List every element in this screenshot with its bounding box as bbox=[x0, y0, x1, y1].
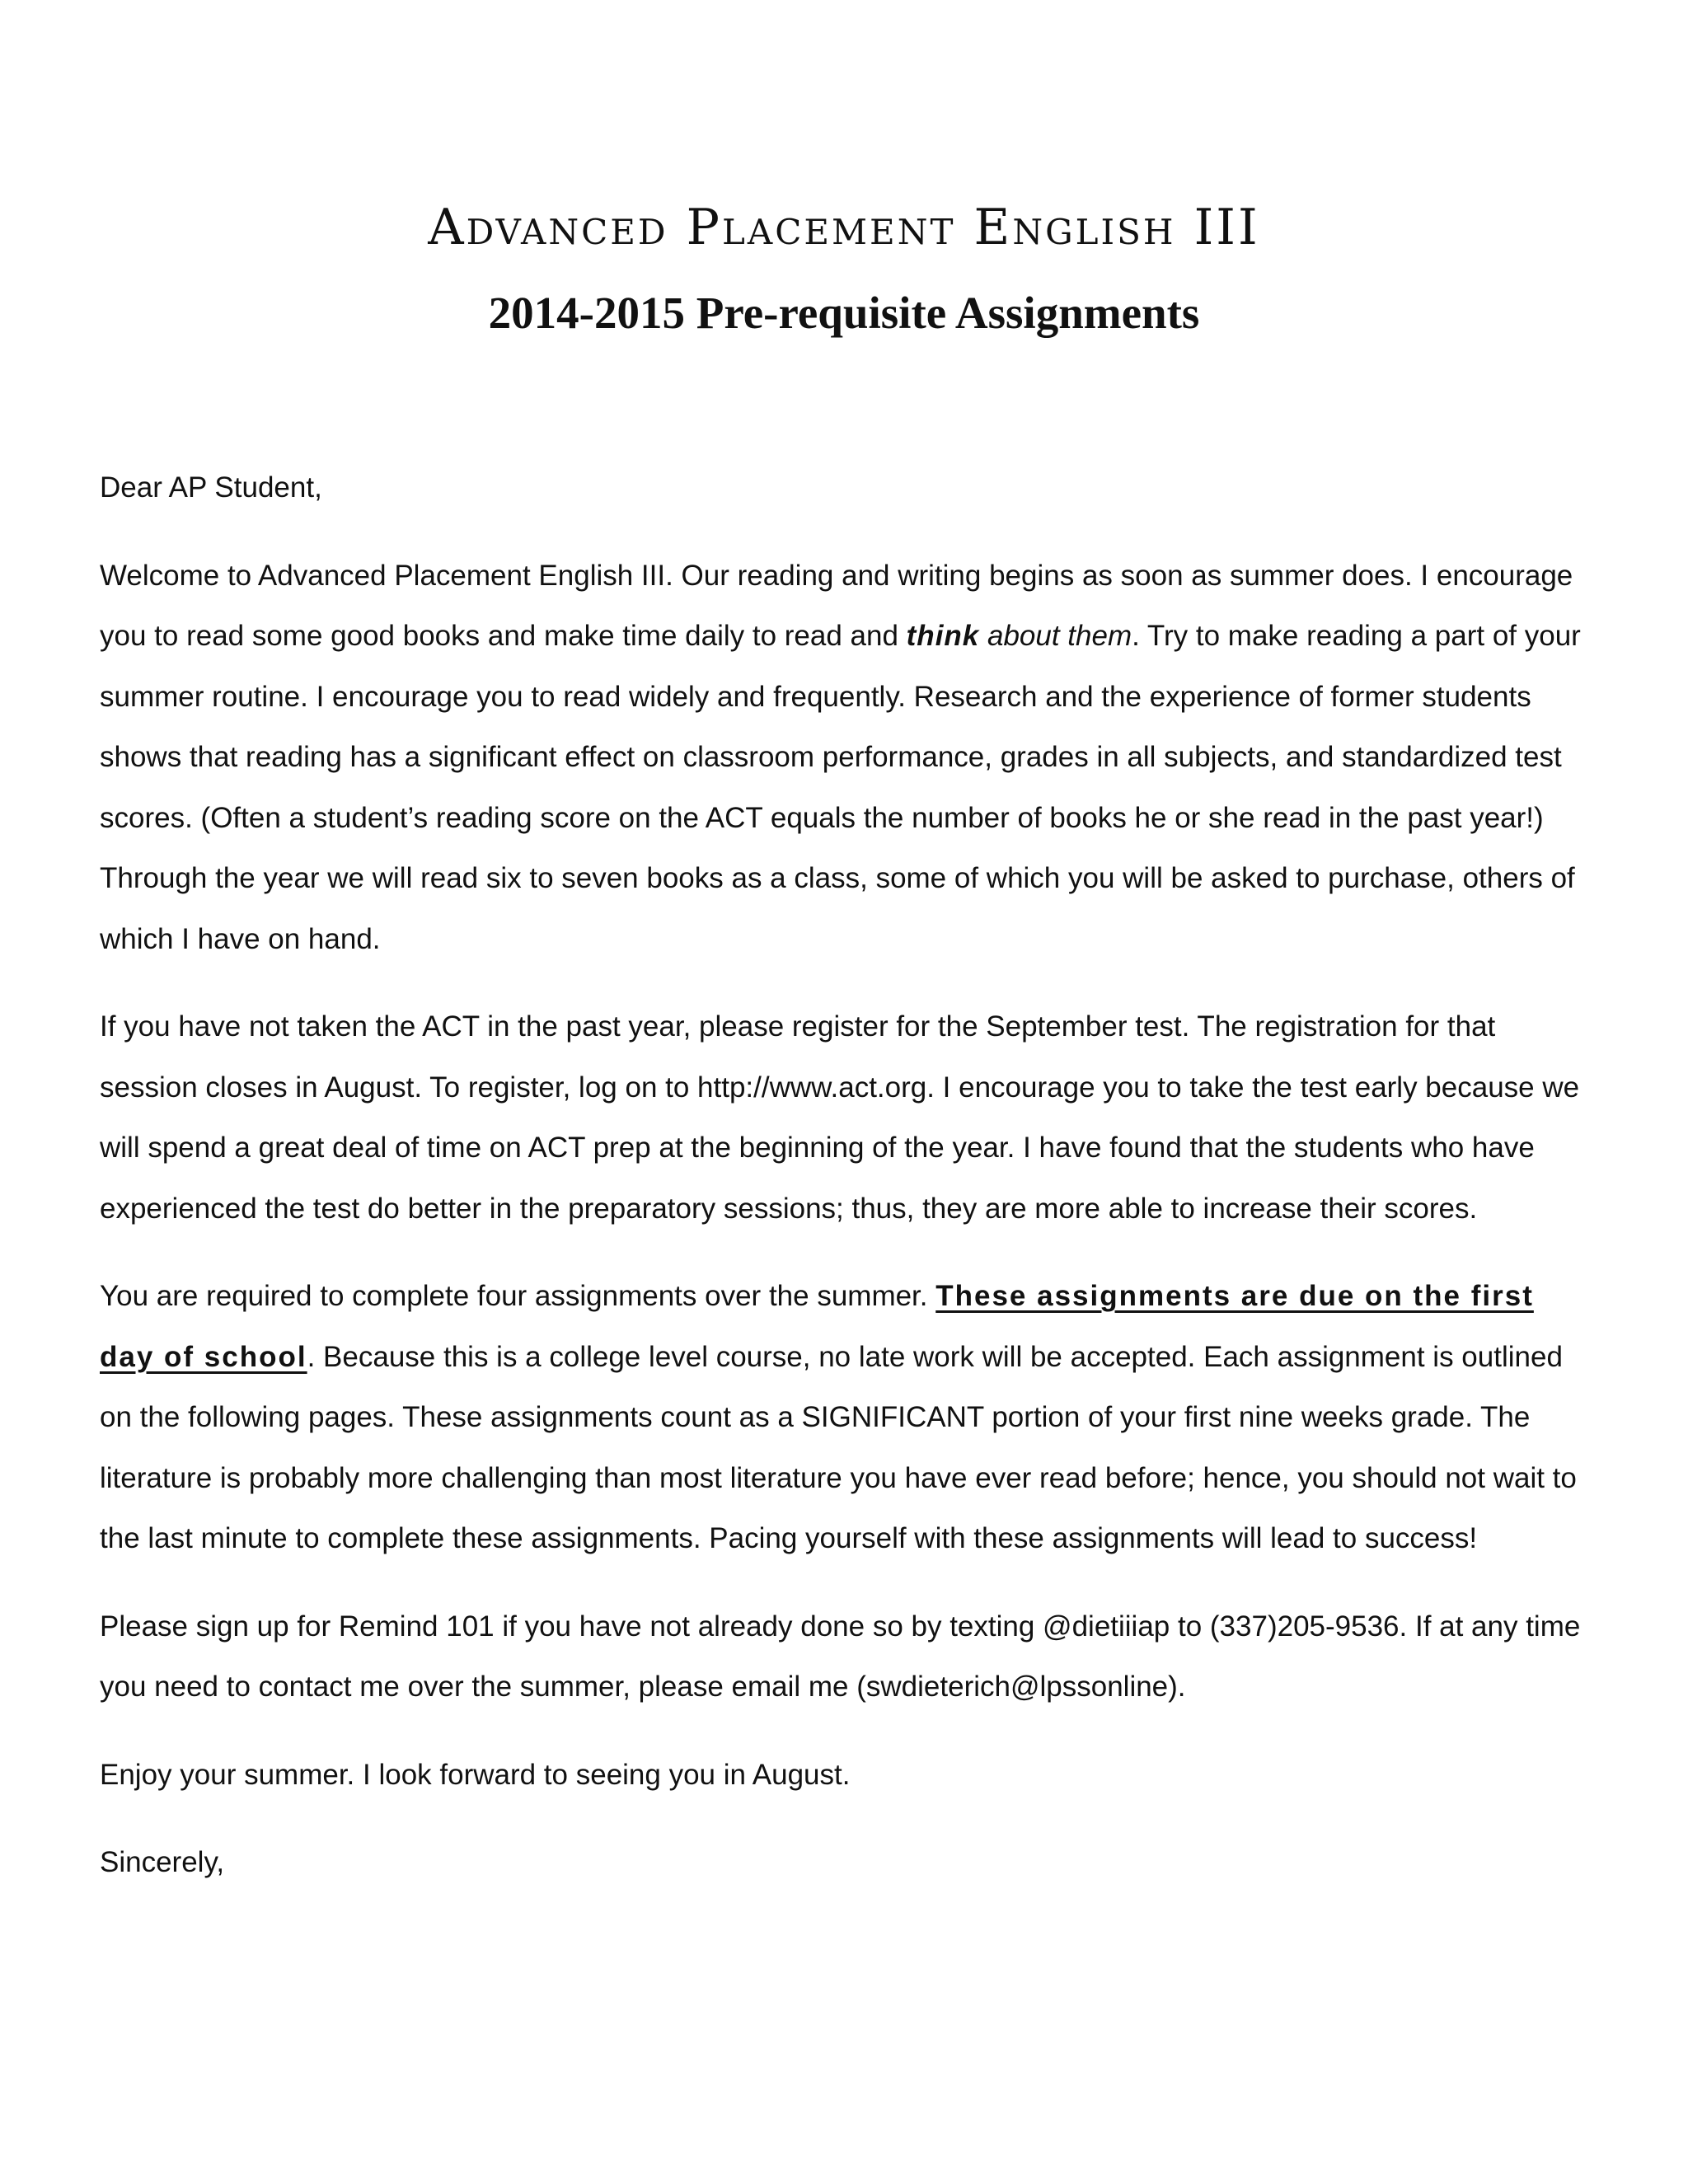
greeting: Dear AP Student, bbox=[100, 471, 322, 504]
paragraph-assignments-text-a: You are required to complete four assignments over the summer. bbox=[100, 1280, 936, 1312]
document-subtitle: 2014-2015 Pre-requisite Assignments bbox=[488, 288, 1200, 338]
paragraph-contact: Please sign up for Remind 101 if you have not already done so by texting @dietiiiap to (337)205-9536. If at any time you need to contact me over the summer, please email me (swdieterich@lpssonline). bbox=[100, 1610, 1581, 1703]
paragraph-act: If you have not taken the ACT in the past year, please register for the September test. The registration for that session closes in August. To register, log on to http://www.act.org. I encourage you to take the test early because we will spend a great deal of time on ACT prep at the beginning of the year. I have found that the students who have experienced the test do better in the preparatory sessions; thus, they are more able to increase their scores. bbox=[100, 1010, 1580, 1225]
paragraph-assignments bbox=[100, 1266, 1592, 1569]
paragraph-enjoy: Enjoy your summer. I look forward to seeing you in August. bbox=[100, 1758, 851, 1791]
emphasis-about-them: about them bbox=[979, 620, 1132, 652]
paragraph-welcome-text-b: . Try to make reading a part of your summer routine. I encourage you to read widely and frequently. Research and the experience of former students shows that reading has a significant effect on classroom performance, grades in all subjects, and standardized test scores. (Often a student’s reading score on the ACT equals the number of books he or she read in the past year!) Through the year we will read six to seven books as a class, some of which you will be asked to purchase, others of which I have on hand. bbox=[100, 620, 1581, 955]
letter-body bbox=[100, 457, 1592, 1893]
paragraph-welcome-text-a: Welcome to Advanced Placement English III. Our reading and writing begins as soon as summer does. I encourage you to read some good books and make time daily to read and bbox=[100, 559, 1573, 652]
due-date-notice: These assignments are due on the first day of school bbox=[100, 1280, 1534, 1373]
paragraph-welcome bbox=[100, 546, 1592, 970]
closing: Sincerely, bbox=[100, 1846, 225, 1878]
emphasis-think: think bbox=[906, 620, 980, 652]
document-title: Advanced Placement English III bbox=[428, 199, 1260, 256]
paragraph-assignments-text-b: . Because this is a college level course, no late work will be accepted. Each assignment is outlined on the following pages. These assignments count as a SIGNIFICANT portion of your first nine weeks grade. The literature is probably more challenging than most literature you have ever read before; hence, you should not wait to the last minute to complete these assignments. Pacing yourself with these assignments will lead to success! bbox=[100, 1340, 1577, 1554]
